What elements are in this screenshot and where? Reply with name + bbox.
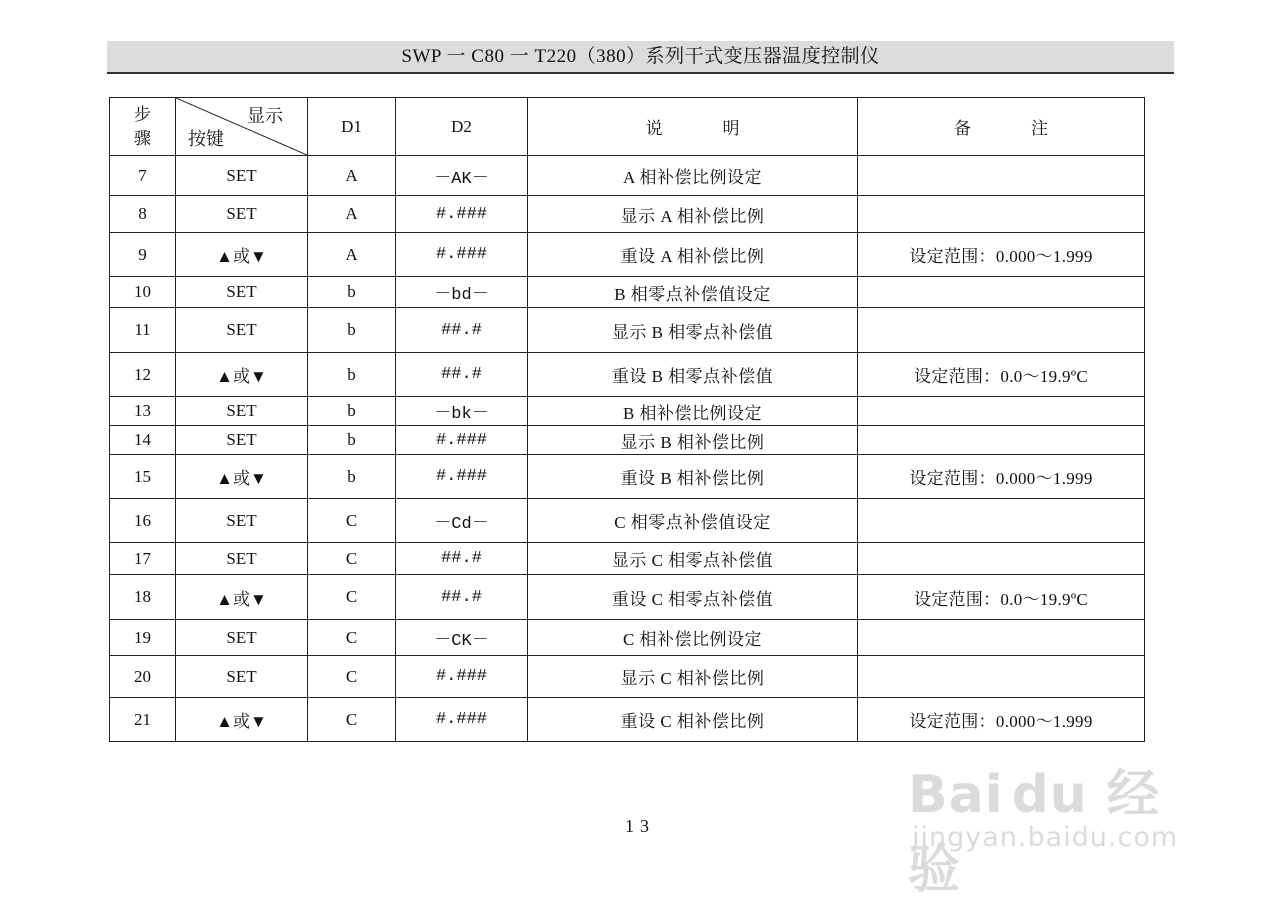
table-row	[110, 353, 1145, 397]
remark-cell	[858, 308, 1145, 353]
header-remarks	[858, 98, 1145, 156]
header-remarks-text: 备注	[954, 119, 1108, 138]
table-body	[110, 156, 1145, 742]
d1-cell: C	[308, 698, 396, 742]
table-row	[110, 277, 1145, 308]
header-description	[528, 98, 858, 156]
description-cell: 重设 C 相补偿比例	[528, 698, 858, 742]
key-cell: SET	[176, 308, 308, 353]
header-display: 显示	[247, 106, 283, 126]
remark-cell	[858, 656, 1145, 698]
step-cell: 12	[110, 353, 176, 397]
key-cell: SET	[176, 656, 308, 698]
step-cell: 8	[110, 196, 176, 233]
d2-cell: －AK－	[396, 156, 528, 196]
remark-cell	[858, 499, 1145, 543]
table-row	[110, 426, 1145, 455]
d1-cell: C	[308, 656, 396, 698]
d1-cell: A	[308, 156, 396, 196]
remark-cell: 设定范围：0.000～1.999	[858, 233, 1145, 277]
key-cell: SET	[176, 196, 308, 233]
step-cell: 19	[110, 620, 176, 656]
remark-cell	[858, 277, 1145, 308]
key-cell: SET	[176, 156, 308, 196]
header-key: 按键	[188, 129, 224, 149]
d1-cell: A	[308, 196, 396, 233]
key-cell: ▲或▼	[176, 698, 308, 742]
description-cell: 显示 C 相零点补偿值	[528, 543, 858, 575]
header-step	[110, 98, 176, 156]
key-cell: SET	[176, 426, 308, 455]
d2-cell: #.###	[396, 656, 528, 698]
remark-cell	[858, 196, 1145, 233]
d2-cell: #.###	[396, 196, 528, 233]
d2-cell: －Cd－	[396, 499, 528, 543]
table-row	[110, 698, 1145, 742]
description-cell: B 相补偿比例设定	[528, 397, 858, 426]
header-description-text: 说明	[645, 119, 800, 138]
d2-cell: －bd－	[396, 277, 528, 308]
header-d1: D1	[308, 98, 396, 156]
d2-cell: #.###	[396, 233, 528, 277]
d1-cell: b	[308, 426, 396, 455]
header-step-line2: 骤	[134, 128, 151, 148]
description-cell: 重设 C 相零点补偿值	[528, 575, 858, 620]
step-cell: 20	[110, 656, 176, 698]
d2-cell: －CK－	[396, 620, 528, 656]
description-cell: 重设 A 相补偿比例	[528, 233, 858, 277]
description-cell: 显示 A 相补偿比例	[528, 196, 858, 233]
description-cell: 重设 B 相补偿比例	[528, 455, 858, 499]
header-corner-cell	[176, 98, 308, 156]
d1-cell: C	[308, 543, 396, 575]
step-cell: 10	[110, 277, 176, 308]
key-cell: SET	[176, 499, 308, 543]
description-cell: 显示 B 相零点补偿值	[528, 308, 858, 353]
d1-cell: b	[308, 397, 396, 426]
step-cell: 15	[110, 455, 176, 499]
step-cell: 17	[110, 543, 176, 575]
key-cell: ▲或▼	[176, 575, 308, 620]
d2-cell: ##.#	[396, 353, 528, 397]
header-d2: D2	[396, 98, 528, 156]
table-row	[110, 656, 1145, 698]
table-row	[110, 499, 1145, 543]
key-cell: SET	[176, 397, 308, 426]
settings-table	[109, 97, 1145, 742]
d1-cell: b	[308, 308, 396, 353]
remark-cell: 设定范围：0.0～19.9ºC	[858, 353, 1145, 397]
d2-cell: #.###	[396, 698, 528, 742]
description-cell: A 相补偿比例设定	[528, 156, 858, 196]
document-header	[107, 41, 1174, 74]
key-cell: ▲或▼	[176, 353, 308, 397]
baidu-watermark	[908, 752, 1208, 900]
d1-cell: b	[308, 277, 396, 308]
key-cell: SET	[176, 277, 308, 308]
page-number: 13	[625, 816, 655, 836]
d2-cell: ##.#	[396, 575, 528, 620]
d2-cell: －bk－	[396, 397, 528, 426]
table-row	[110, 620, 1145, 656]
remark-cell: 设定范围：0.0～19.9ºC	[858, 575, 1145, 620]
key-cell: SET	[176, 620, 308, 656]
d2-cell: ##.#	[396, 308, 528, 353]
header-step-line1: 步	[134, 104, 151, 124]
d1-cell: b	[308, 455, 396, 499]
table-row	[110, 397, 1145, 426]
step-cell: 11	[110, 308, 176, 353]
key-cell: ▲或▼	[176, 233, 308, 277]
step-cell: 16	[110, 499, 176, 543]
remark-cell: 设定范围：0.000～1.999	[858, 455, 1145, 499]
d2-cell: #.###	[396, 426, 528, 455]
watermark-url: jingyan.baidu.com	[912, 822, 1179, 853]
description-cell: 显示 B 相补偿比例	[528, 426, 858, 455]
step-cell: 18	[110, 575, 176, 620]
table-row	[110, 233, 1145, 277]
remark-cell	[858, 543, 1145, 575]
d1-cell: A	[308, 233, 396, 277]
remark-cell	[858, 156, 1145, 196]
description-cell: 显示 C 相补偿比例	[528, 656, 858, 698]
description-cell: C 相补偿比例设定	[528, 620, 858, 656]
remark-cell: 设定范围：0.000～1.999	[858, 698, 1145, 742]
remark-cell	[858, 397, 1145, 426]
step-cell: 7	[110, 156, 176, 196]
d2-cell: #.###	[396, 455, 528, 499]
table-row	[110, 308, 1145, 353]
description-cell: 重设 B 相零点补偿值	[528, 353, 858, 397]
remark-cell	[858, 426, 1145, 455]
table-row	[110, 196, 1145, 233]
key-cell: SET	[176, 543, 308, 575]
d1-cell: C	[308, 620, 396, 656]
table-row	[110, 543, 1145, 575]
table-row	[110, 575, 1145, 620]
d1-cell: C	[308, 575, 396, 620]
step-cell: 13	[110, 397, 176, 426]
d2-cell: ##.#	[396, 543, 528, 575]
description-cell: B 相零点补偿值设定	[528, 277, 858, 308]
table-row	[110, 455, 1145, 499]
d1-cell: C	[308, 499, 396, 543]
watermark-logo: Bai du 经验	[908, 765, 1160, 900]
table-row	[110, 156, 1145, 196]
description-cell: C 相零点补偿值设定	[528, 499, 858, 543]
document-title: SWP 一 C80 一 T220（380）系列干式变压器温度控制仪	[401, 46, 880, 67]
key-cell: ▲或▼	[176, 455, 308, 499]
remark-cell	[858, 620, 1145, 656]
d1-cell: b	[308, 353, 396, 397]
step-cell: 14	[110, 426, 176, 455]
step-cell: 9	[110, 233, 176, 277]
step-cell: 21	[110, 698, 176, 742]
table-header-row	[110, 98, 1145, 156]
